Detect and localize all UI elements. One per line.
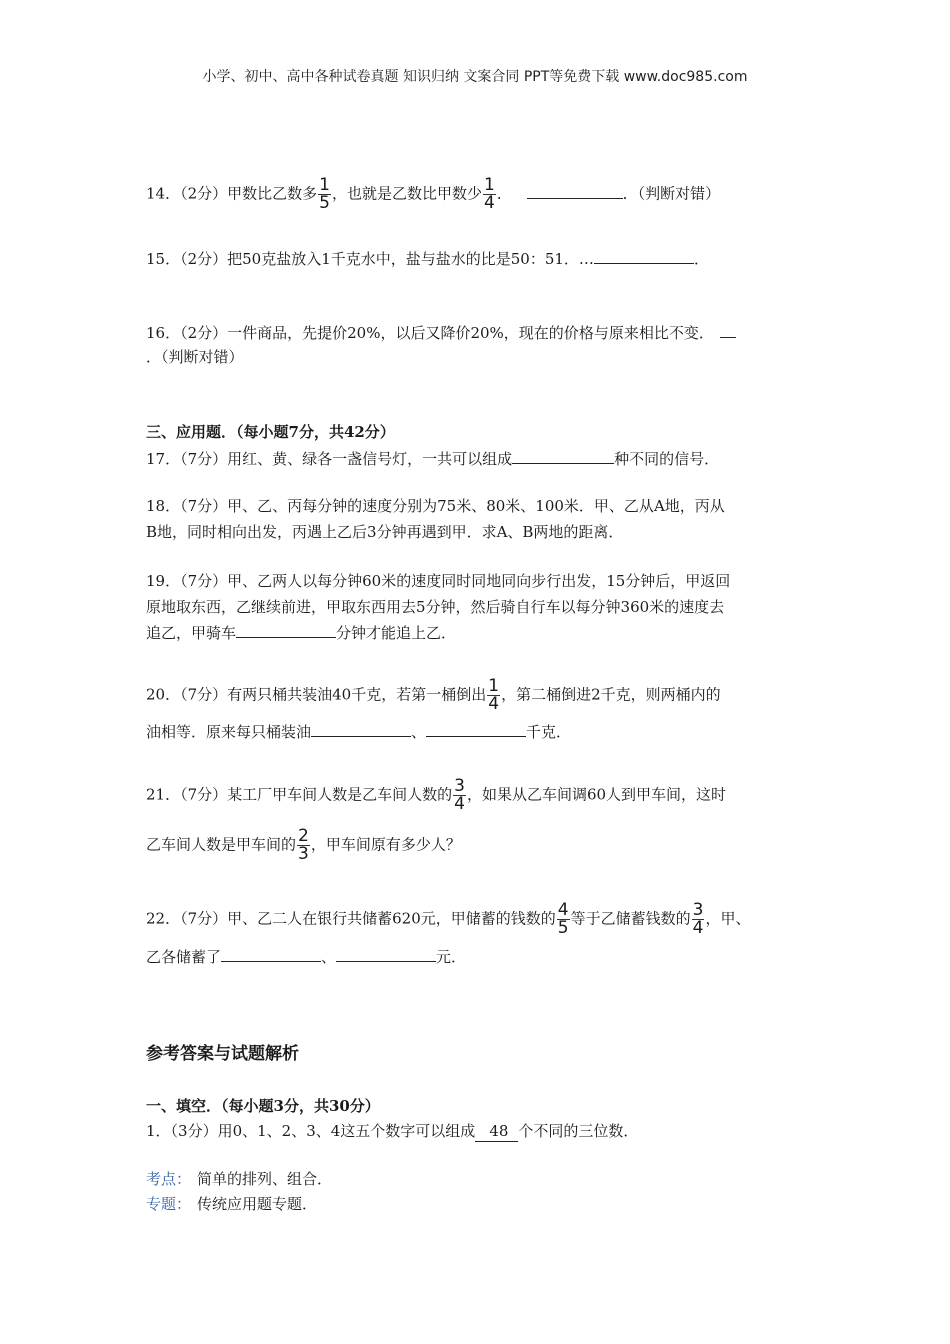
question-16: 16．（2分）一件商品，先提价20%，以后又降价20%，现在的价格与原来相比不变． — [146, 322, 736, 343]
answer-blank[interactable] — [236, 622, 336, 638]
question-22: 22．（7分）甲、乙二人在银行共储蓄620元，甲储蓄的钱数的 $\frac{4}{5}$ 等于乙储蓄钱数的 $\frac{3}{4}$ ，甲、 — [146, 900, 751, 938]
question-17: 17．（7分）用红、黄、绿各一盏信号灯，一共可以组成 种不同的信号． — [146, 450, 720, 468]
question-15: 15．（2分）把50克盐放入1千克水中，盐与盐水的比是50：51．… ． — [146, 250, 709, 268]
fraction: $\frac{2}{3}$ — [298, 826, 309, 864]
question-18: 18．（7分）甲、乙、丙每分钟的速度分别为75米、80米、100米．甲、乙从A地，丙从 — [146, 497, 725, 515]
kaodian-label: 考点： — [146, 1170, 192, 1188]
fraction: $\frac{1}{4}$ — [483, 175, 495, 213]
question-19: 19．（7分）甲、乙两人以每分钟60米的速度同时同地同向步行出发，15分钟后，甲返回 — [146, 572, 731, 590]
zhuanti: 专题： 传统应用题专题． — [146, 1195, 318, 1213]
fraction: $\frac{1}{4}$ — [488, 676, 500, 714]
zhuanti-label: 专题： — [146, 1195, 192, 1213]
answer-blank[interactable] — [336, 946, 436, 962]
question-22-cont: 乙各储蓄了 、 元． — [146, 948, 467, 966]
question-21: 21．（7分）某工厂甲车间人数是乙车间人数的 $\frac{3}{4}$ ，如果从乙车间调60人到甲车间，这时 — [146, 776, 727, 814]
kaodian: 考点： 简单的排列、组合． — [146, 1170, 333, 1188]
question-21-cont: 乙车间人数是甲车间的 $\frac{2}{3}$ ，甲车间原有多少人？ — [146, 826, 461, 864]
answer-blank[interactable] — [594, 248, 694, 264]
fraction: $\frac{3}{4}$ — [692, 900, 704, 938]
fraction: $\frac{3}{4}$ — [454, 776, 465, 814]
answer-blank[interactable] — [426, 721, 526, 737]
question-19-cont: 原地取东西，乙继续前进，甲取东西用去5分钟，然后骑自行车以每分钟360米的速度去 — [146, 598, 725, 616]
question-16-cont: ．（判断对错） — [146, 348, 244, 366]
section-heading: 三、应用题．（每小题7分，共42分） — [146, 423, 395, 441]
question-19-cont2: 追乙，甲骑车 分钟才能追上乙． — [146, 624, 457, 642]
question-20-cont: 油相等．原来每只桶装油 、 千克． — [146, 723, 572, 741]
answer-blank[interactable] — [221, 946, 321, 962]
answers-title: 参考答案与试题解析 — [146, 1044, 299, 1064]
question-14: 14．（2分）甲数比乙数多 $\frac{1}{5}$ ，也就是乙数比甲数少 $\frac{1}{4}$ ． ．（判断对错） — [146, 175, 721, 213]
question-18-cont: B地，同时相向出发，丙遇上乙后3分钟再遇到甲．求A、B两地的距离． — [146, 523, 624, 541]
question-20: 20．（7分）有两只桶共装油40千克，若第一桶倒出 $\frac{1}{4}$ ，第二桶倒进2千克，则两桶内的 — [146, 676, 721, 714]
answer-blank[interactable] — [512, 448, 614, 464]
answer-blank[interactable] — [311, 721, 411, 737]
answer-blank[interactable] — [720, 322, 736, 338]
page-header: 小学、初中、高中各种试卷真题 知识归纳 文案合同 PPT等免费下载 www.doc985.com — [202, 69, 748, 85]
fraction: $\frac{1}{5}$ — [319, 175, 330, 213]
section-heading: 一、填空．（每小题3分，共30分） — [146, 1097, 380, 1115]
fraction: $\frac{4}{5}$ — [557, 900, 569, 938]
filled-answer: 48 — [475, 1121, 518, 1142]
answer-1: 1．（3分）用0、1、2、3、4这五个数字可以组成 48 个不同的三位数． — [146, 1122, 639, 1140]
answer-blank[interactable] — [527, 183, 623, 199]
